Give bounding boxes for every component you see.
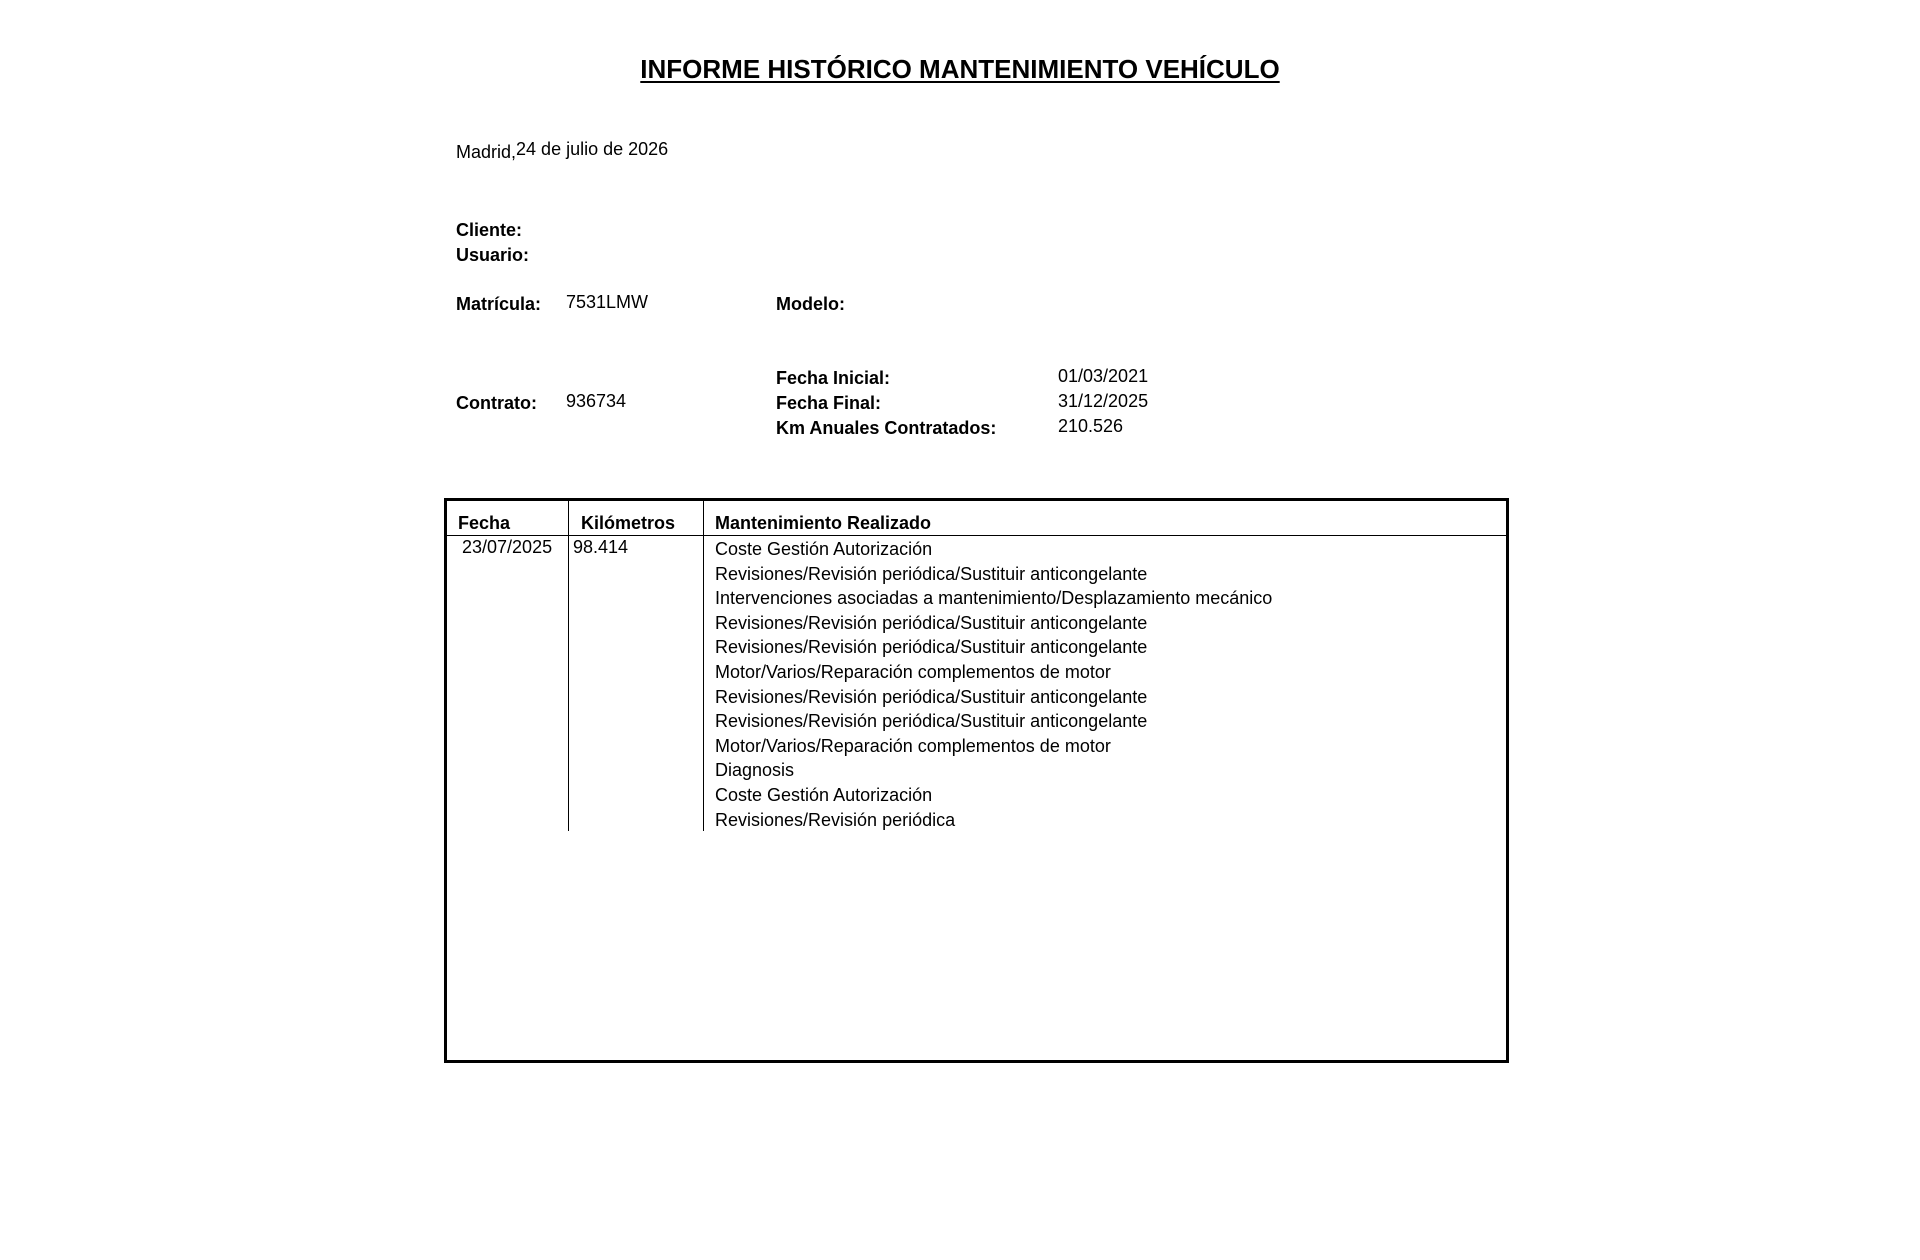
list-item: Coste Gestión Autorización: [715, 784, 933, 805]
column-divider-2: [703, 501, 704, 831]
header-fecha: Fecha: [458, 513, 511, 533]
list-item: Revisiones/Revisión periódica/Sustituir anticongelante: [715, 711, 1148, 732]
list-item: Revisiones/Revisión periódica: [715, 809, 956, 830]
list-item: Revisiones/Revisión periódica/Sustituir anticongelante: [715, 612, 1148, 633]
header-mantenimiento: Mantenimiento Realizado: [715, 513, 932, 533]
usuario-label: Usuario:: [456, 245, 530, 265]
row-kilometros: 98.414: [573, 537, 629, 557]
report-title: INFORME HISTÓRICO MANTENIMIENTO VEHÍCULO: [640, 54, 1280, 84]
cliente-label: Cliente:: [456, 220, 523, 240]
km-anuales-label: Km Anuales Contratados:: [776, 418, 997, 438]
row-fecha: 23/07/2025: [462, 537, 553, 557]
header-kilometros: Kilómetros: [581, 513, 676, 533]
report-date: 24 de julio de 2026: [516, 139, 669, 159]
place-date: [456, 139, 669, 163]
list-item: Revisiones/Revisión periódica/Sustituir anticongelante: [715, 563, 1148, 584]
list-item: Coste Gestión Autorización: [715, 539, 933, 559]
km-anuales-value: 210.526: [1058, 416, 1124, 436]
list-item: Diagnosis: [715, 760, 795, 781]
matricula-label: Matrícula:: [456, 294, 542, 314]
column-divider-1: [568, 501, 569, 831]
header-divider: [447, 535, 1506, 536]
maintenance-table: [444, 498, 1509, 1063]
list-item: Motor/Varios/Reparación complementos de motor: [715, 661, 1111, 682]
contrato-value: 936734: [566, 391, 627, 411]
fecha-inicial-label: Fecha Inicial:: [776, 368, 891, 388]
place: Madrid,: [456, 142, 517, 162]
list-item: Intervenciones asociadas a mantenimiento/Desplazamiento mecánico: [715, 588, 1273, 609]
fecha-inicial-value: 01/03/2021: [1058, 366, 1149, 386]
contrato-label: Contrato:: [456, 393, 537, 413]
list-item: Revisiones/Revisión periódica/Sustituir anticongelante: [715, 637, 1148, 658]
list-item: Revisiones/Revisión periódica/Sustituir anticongelante: [715, 686, 1148, 707]
maintenance-list: [715, 537, 1272, 832]
modelo-label: Modelo:: [776, 294, 845, 314]
matricula-value: 7531LMW: [566, 292, 649, 312]
list-item: Motor/Varios/Reparación complementos de motor: [715, 735, 1111, 756]
fecha-final-label: Fecha Final:: [776, 393, 882, 413]
fecha-final-value: 31/12/2025: [1058, 391, 1149, 411]
